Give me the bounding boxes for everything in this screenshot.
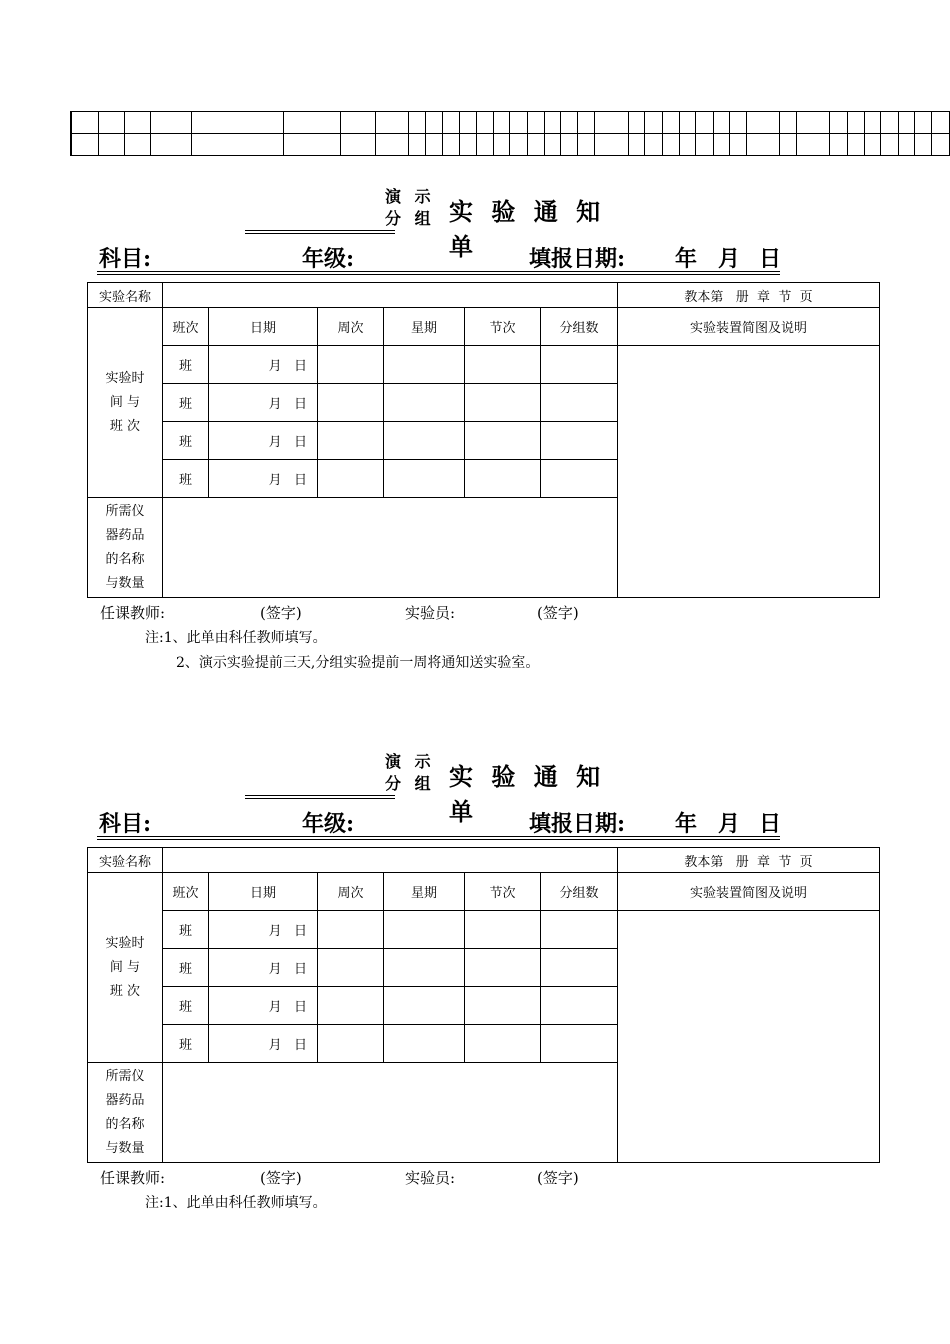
col-groups: 分组数 xyxy=(541,308,618,346)
label-line: 器药品 xyxy=(105,527,145,543)
label-line: 实验时 xyxy=(105,935,145,951)
date-cell[interactable]: 月 日 xyxy=(209,384,318,422)
label-line: 间 与 xyxy=(109,394,141,410)
type-underline[interactable] xyxy=(245,795,395,799)
subject-label: 科目: xyxy=(99,811,152,837)
col-date: 日期 xyxy=(209,308,318,346)
type-group: 分 组 xyxy=(385,209,435,228)
class-cell[interactable]: 班 xyxy=(163,911,209,949)
weekday-cell[interactable] xyxy=(384,422,465,460)
month-label: 月 xyxy=(718,811,741,837)
label-line: 与数量 xyxy=(105,575,145,591)
assistant-sign[interactable]: (签字) xyxy=(537,604,579,622)
groups-cell[interactable] xyxy=(541,949,618,987)
week-cell[interactable] xyxy=(318,911,384,949)
period-cell[interactable] xyxy=(465,422,541,460)
form-header xyxy=(97,805,780,839)
label-line: 的名称 xyxy=(105,1116,145,1132)
practice-type xyxy=(385,751,435,795)
class-cell[interactable]: 班 xyxy=(163,460,209,498)
class-cell[interactable]: 班 xyxy=(163,422,209,460)
date-cell[interactable]: 月 日 xyxy=(209,949,318,987)
date-cell[interactable]: 月 日 xyxy=(209,346,318,384)
col-weekday: 星期 xyxy=(384,308,465,346)
period-cell[interactable] xyxy=(465,384,541,422)
col-week: 周次 xyxy=(318,873,384,911)
apparatus-area[interactable] xyxy=(618,346,880,598)
teacher-sign[interactable]: (签字) xyxy=(260,604,302,622)
weekday-cell[interactable] xyxy=(384,1025,465,1063)
groups-cell[interactable] xyxy=(541,460,618,498)
groups-cell[interactable] xyxy=(541,422,618,460)
textbook-ref[interactable]: 教本第 册 章 节 页 xyxy=(618,283,880,308)
label-line: 与数量 xyxy=(105,1140,145,1156)
label-line: 所需仪 xyxy=(105,1068,145,1084)
form-title: 实 验 通 知 单 xyxy=(449,762,606,826)
label-line: 班 次 xyxy=(109,983,141,999)
year-label: 年 xyxy=(675,246,698,272)
col-week: 周次 xyxy=(318,308,384,346)
weekday-cell[interactable] xyxy=(384,987,465,1025)
date-cell[interactable]: 月 日 xyxy=(209,911,318,949)
label-line: 器药品 xyxy=(105,1092,145,1108)
period-cell[interactable] xyxy=(465,460,541,498)
table-row xyxy=(88,911,880,949)
report-date-label: 填报日期: xyxy=(529,246,626,272)
materials-field[interactable] xyxy=(163,1063,618,1163)
class-cell[interactable]: 班 xyxy=(163,1025,209,1063)
groups-cell[interactable] xyxy=(541,1025,618,1063)
class-cell[interactable]: 班 xyxy=(163,949,209,987)
week-cell[interactable] xyxy=(318,384,384,422)
label-line: 的名称 xyxy=(105,551,145,567)
weekday-cell[interactable] xyxy=(384,460,465,498)
teacher-label: 任课教师: xyxy=(100,1169,166,1187)
time-class-label xyxy=(88,308,163,498)
exp-name-label: 实验名称 xyxy=(88,283,163,308)
date-cell[interactable]: 月 日 xyxy=(209,987,318,1025)
period-cell[interactable] xyxy=(465,911,541,949)
col-groups: 分组数 xyxy=(541,873,618,911)
week-cell[interactable] xyxy=(318,346,384,384)
groups-cell[interactable] xyxy=(541,346,618,384)
textbook-ref[interactable]: 教本第 册 章 节 页 xyxy=(618,848,880,873)
label-line: 班 次 xyxy=(109,418,141,434)
col-weekday: 星期 xyxy=(384,873,465,911)
month-label: 月 xyxy=(718,246,741,272)
col-class: 班次 xyxy=(163,873,209,911)
type-demo: 演 示 xyxy=(385,752,435,771)
class-cell[interactable]: 班 xyxy=(163,987,209,1025)
grade-label: 年级: xyxy=(302,246,355,272)
note-1: 注:1、此单由科任教师填写。 xyxy=(145,630,327,646)
date-cell[interactable]: 月 日 xyxy=(209,1025,318,1063)
header-underline[interactable] xyxy=(97,836,780,840)
week-cell[interactable] xyxy=(318,1025,384,1063)
exp-name-field[interactable] xyxy=(163,283,618,308)
label-line: 实验时 xyxy=(105,370,145,386)
materials-label xyxy=(88,498,163,598)
signature-row xyxy=(100,1167,700,1189)
groups-cell[interactable] xyxy=(541,987,618,1025)
type-group: 分 组 xyxy=(385,774,435,793)
practice-type xyxy=(385,186,435,230)
class-cell[interactable]: 班 xyxy=(163,384,209,422)
class-cell[interactable]: 班 xyxy=(163,346,209,384)
day-label: 日 xyxy=(759,246,782,272)
materials-label xyxy=(88,1063,163,1163)
assistant-label: 实验员: xyxy=(405,1169,456,1187)
weekday-cell[interactable] xyxy=(384,911,465,949)
form-title: 实 验 通 知 单 xyxy=(449,197,606,261)
apparatus-label: 实验装置简图及说明 xyxy=(618,308,880,346)
col-date: 日期 xyxy=(209,873,318,911)
report-date-label: 填报日期: xyxy=(529,811,626,837)
teacher-sign[interactable]: (签字) xyxy=(260,1169,302,1187)
apparatus-label: 实验装置简图及说明 xyxy=(618,873,880,911)
assistant-label: 实验员: xyxy=(405,604,456,622)
period-cell[interactable] xyxy=(465,987,541,1025)
weekday-cell[interactable] xyxy=(384,949,465,987)
period-cell[interactable] xyxy=(465,346,541,384)
groups-cell[interactable] xyxy=(541,911,618,949)
form-header xyxy=(97,240,780,274)
note-2: 2、演示实验提前三天,分组实验提前一周将通知送实验室。 xyxy=(176,655,540,671)
label-line: 所需仪 xyxy=(105,503,145,519)
time-class-label xyxy=(88,873,163,1063)
week-cell[interactable] xyxy=(318,460,384,498)
week-cell[interactable] xyxy=(318,422,384,460)
week-cell[interactable] xyxy=(318,987,384,1025)
subject-label: 科目: xyxy=(99,246,152,272)
top-grid xyxy=(70,111,950,156)
date-cell[interactable]: 月 日 xyxy=(209,460,318,498)
groups-cell[interactable] xyxy=(541,384,618,422)
period-cell[interactable] xyxy=(465,949,541,987)
col-period: 节次 xyxy=(465,873,541,911)
exp-name-label: 实验名称 xyxy=(88,848,163,873)
header-underline[interactable] xyxy=(97,271,780,275)
type-underline[interactable] xyxy=(245,230,395,234)
assistant-sign[interactable]: (签字) xyxy=(537,1169,579,1187)
weekday-cell[interactable] xyxy=(384,384,465,422)
exp-name-field[interactable] xyxy=(163,848,618,873)
col-class: 班次 xyxy=(163,308,209,346)
materials-field[interactable] xyxy=(163,498,618,598)
date-cell[interactable]: 月 日 xyxy=(209,422,318,460)
table-row xyxy=(88,346,880,384)
label-line: 间 与 xyxy=(109,959,141,975)
col-period: 节次 xyxy=(465,308,541,346)
notice-table xyxy=(87,282,880,598)
year-label: 年 xyxy=(675,811,698,837)
grade-label: 年级: xyxy=(302,811,355,837)
type-demo: 演 示 xyxy=(385,187,435,206)
note-1: 注:1、此单由科任教师填写。 xyxy=(145,1195,327,1211)
weekday-cell[interactable] xyxy=(384,346,465,384)
teacher-label: 任课教师: xyxy=(100,604,166,622)
week-cell[interactable] xyxy=(318,949,384,987)
notice-table xyxy=(87,847,880,1163)
period-cell[interactable] xyxy=(465,1025,541,1063)
apparatus-area[interactable] xyxy=(618,911,880,1163)
day-label: 日 xyxy=(759,811,782,837)
signature-row xyxy=(100,602,700,624)
